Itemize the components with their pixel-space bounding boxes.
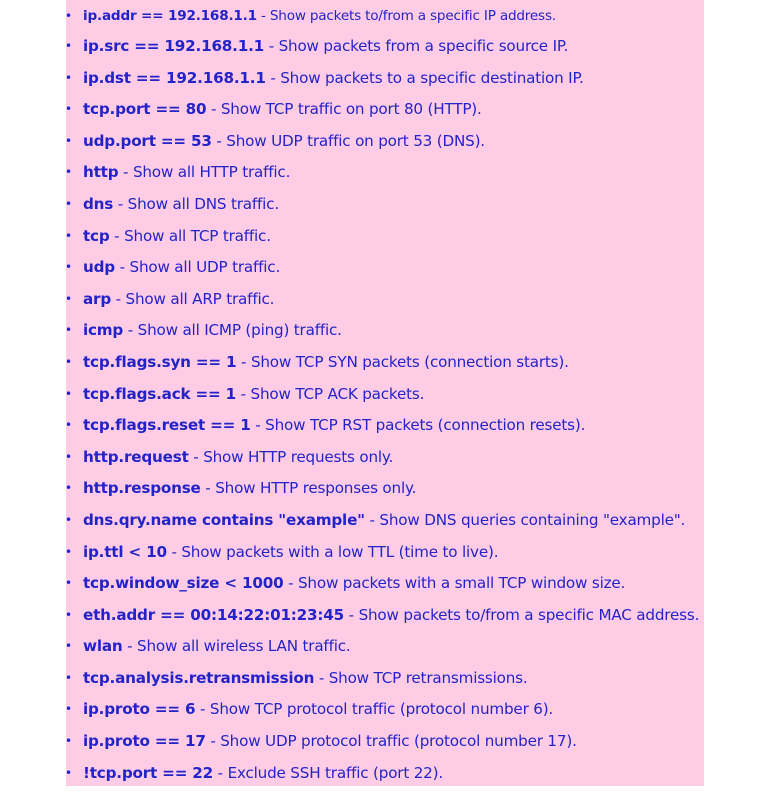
list-item xyxy=(0,410,770,442)
bullet-icon: • xyxy=(65,70,72,85)
list-item xyxy=(0,157,770,189)
bullet-icon: • xyxy=(65,544,72,559)
filter-expression: tcp.flags.syn == 1 xyxy=(83,352,237,371)
bullet-icon: • xyxy=(65,765,72,780)
filter-description: - Show TCP traffic on port 80 (HTTP). xyxy=(206,100,482,119)
filter-description: - Show UDP protocol traffic (protocol number 17). xyxy=(205,732,577,751)
filter-description: - Show TCP ACK packets. xyxy=(236,384,425,403)
filter-description: - Show all UDP traffic. xyxy=(114,258,281,277)
bullet-icon: • xyxy=(65,323,72,338)
filter-description: - Show TCP SYN packets (connection starts). xyxy=(236,352,569,371)
bullet-icon: • xyxy=(65,196,72,211)
filter-expression: dns xyxy=(83,194,114,213)
bullet-icon: • xyxy=(65,260,72,275)
bullet-icon: • xyxy=(65,702,72,717)
bullet-icon: • xyxy=(65,639,72,654)
list-item xyxy=(0,189,770,221)
filter-description: - Show HTTP responses only. xyxy=(200,479,417,498)
bullet-icon: • xyxy=(65,418,72,433)
bullet-icon: • xyxy=(65,607,72,622)
list-item xyxy=(0,94,770,126)
filter-expression: ip.proto == 6 xyxy=(83,700,196,719)
filter-description: - Show packets to/from a specific IP address. xyxy=(256,8,556,24)
filter-expression: !tcp.port == 22 xyxy=(83,763,214,782)
list-item xyxy=(0,694,770,726)
filter-expression: ip.ttl < 10 xyxy=(83,542,167,561)
list-item xyxy=(0,315,770,347)
bullet-icon: • xyxy=(65,354,72,369)
bullet-icon: • xyxy=(65,670,72,685)
list-item xyxy=(0,505,770,537)
bullet-icon: • xyxy=(65,734,72,749)
filter-description: - Show packets to/from a specific MAC address. xyxy=(344,605,700,624)
list-item xyxy=(0,2,770,31)
list-item xyxy=(0,726,770,758)
bullet-icon: • xyxy=(65,39,72,53)
filter-expression: icmp xyxy=(83,321,124,340)
list-item xyxy=(0,663,770,695)
filter-expression: tcp xyxy=(83,226,110,245)
filter-description: - Show packets with a low TTL (time to live). xyxy=(166,542,499,561)
filter-expression: ip.addr == 192.168.1.1 xyxy=(83,8,257,24)
list-item xyxy=(0,758,770,790)
bullet-icon: • xyxy=(65,512,72,527)
list-item xyxy=(0,31,770,63)
list-item xyxy=(0,442,770,474)
filter-expression: http.response xyxy=(83,479,201,498)
filter-expression: tcp.flags.ack == 1 xyxy=(83,384,236,403)
filter-expression: tcp.flags.reset == 1 xyxy=(83,416,251,435)
filter-description: - Show all DNS traffic. xyxy=(113,194,279,213)
filter-description: - Show HTTP requests only. xyxy=(188,447,394,466)
filter-description: - Show all wireless LAN traffic. xyxy=(122,637,351,656)
filter-expression: http.request xyxy=(83,447,189,466)
list-item xyxy=(0,284,770,316)
bullet-icon: • xyxy=(65,228,72,243)
list-item xyxy=(0,473,770,505)
filter-expression: tcp.analysis.retransmission xyxy=(83,668,315,687)
filter-expression: udp.port == 53 xyxy=(83,131,212,150)
list-item xyxy=(0,126,770,158)
bullet-icon: • xyxy=(65,165,72,180)
filter-description: - Show packets to a specific destination IP. xyxy=(265,68,584,87)
list-item xyxy=(0,63,770,95)
filter-description: - Show TCP RST packets (connection resets). xyxy=(250,416,586,435)
bullet-icon: • xyxy=(65,386,72,401)
filter-expression: arp xyxy=(83,289,112,308)
filter-expression: eth.addr == 00:14:22:01:23:45 xyxy=(83,605,345,624)
filter-expression: http xyxy=(83,163,119,182)
filter-expression: ip.proto == 17 xyxy=(83,732,206,751)
list-item xyxy=(0,221,770,253)
filter-description: - Show all ICMP (ping) traffic. xyxy=(123,321,342,340)
filter-description: - Show TCP protocol traffic (protocol number 6). xyxy=(195,700,554,719)
filter-expression: udp xyxy=(83,258,115,277)
filter-description: - Show all TCP traffic. xyxy=(109,226,271,245)
filter-description: - Show TCP retransmissions. xyxy=(314,668,528,687)
filter-description: - Exclude SSH traffic (port 22). xyxy=(213,763,443,782)
bullet-icon: • xyxy=(65,9,72,23)
list-item xyxy=(0,600,770,632)
filter-expression: dns.qry.name contains "example" xyxy=(83,510,365,529)
filter-expression: tcp.window_size < 1000 xyxy=(83,574,284,593)
list-item xyxy=(0,347,770,379)
list-item xyxy=(0,631,770,663)
filter-list xyxy=(0,2,770,789)
filter-description: - Show UDP traffic on port 53 (DNS). xyxy=(211,131,485,150)
bullet-icon: • xyxy=(65,291,72,306)
filter-description: - Show DNS queries containing "example". xyxy=(364,510,686,529)
filter-expression: ip.dst == 192.168.1.1 xyxy=(83,68,266,87)
list-item xyxy=(0,252,770,284)
bullet-icon: • xyxy=(65,576,72,591)
bullet-icon: • xyxy=(65,481,72,496)
list-item xyxy=(0,537,770,569)
list-item xyxy=(0,568,770,600)
filter-description: - Show packets from a specific source IP. xyxy=(264,37,569,55)
filter-expression: ip.src == 192.168.1.1 xyxy=(83,37,265,55)
filter-expression: tcp.port == 80 xyxy=(83,100,207,119)
filter-description: - Show all HTTP traffic. xyxy=(118,163,291,182)
list-item xyxy=(0,379,770,411)
filter-description: - Show all ARP traffic. xyxy=(111,289,275,308)
bullet-icon: • xyxy=(65,133,72,148)
filter-description: - Show packets with a small TCP window size. xyxy=(283,574,626,593)
bullet-icon: • xyxy=(65,102,72,117)
filter-expression: wlan xyxy=(83,637,123,656)
bullet-icon: • xyxy=(65,449,72,464)
